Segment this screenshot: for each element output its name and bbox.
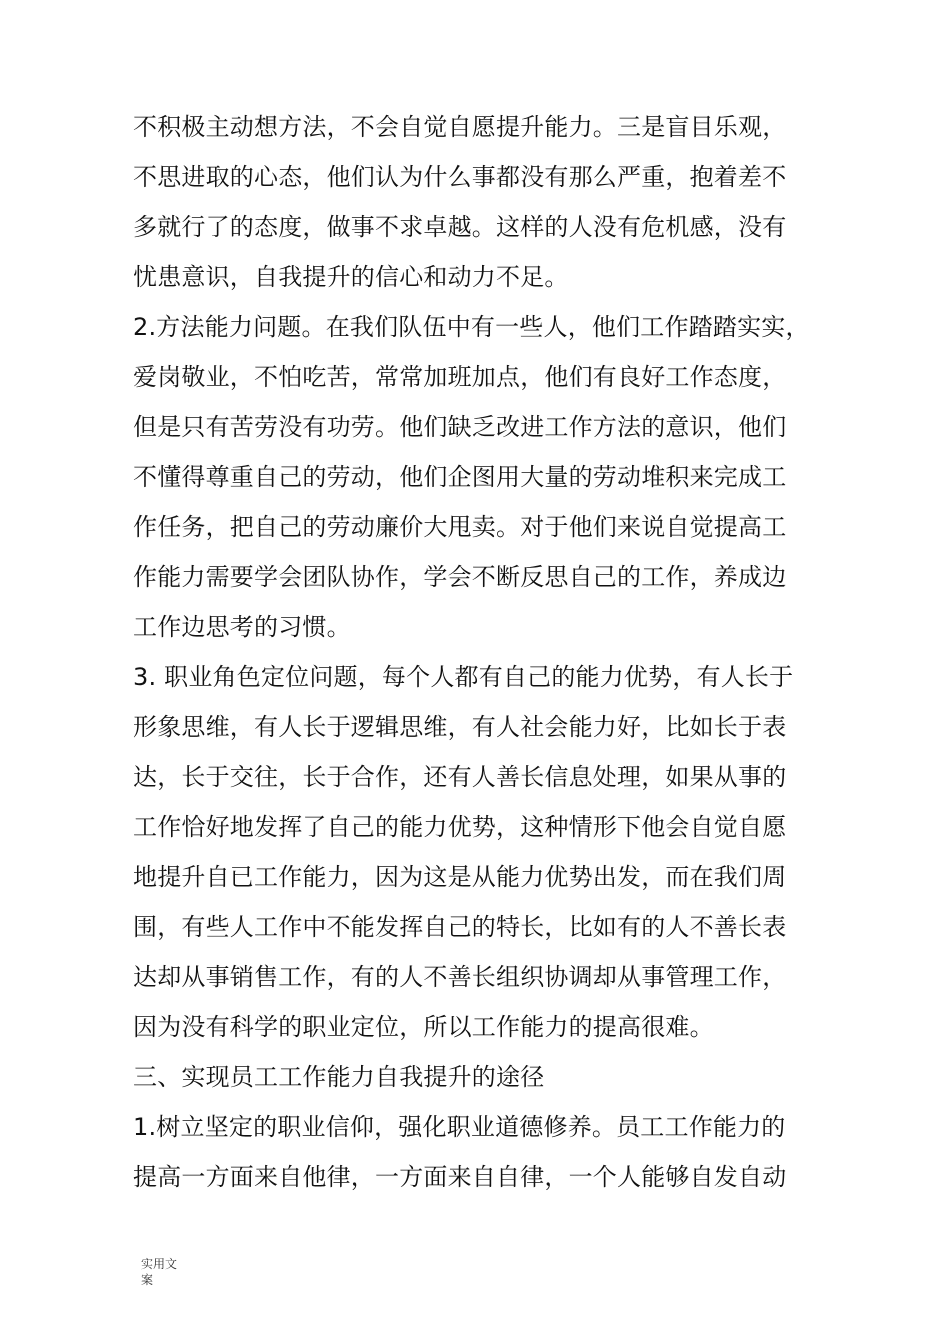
text-line: 忧患意识，自我提升的信心和动力不足。 xyxy=(133,263,569,291)
text-line: 作任务，把自己的劳动廉价大甩卖。对于他们来说自觉提高工 xyxy=(133,513,787,541)
footer-line: 实用文 xyxy=(141,1257,178,1271)
text-line: 地提升自已工作能力，因为这是从能力优势出发，而在我们周 xyxy=(133,863,787,891)
text-line: 提高一方面来自他律，一方面来自自律，一个人能够自发自动 xyxy=(133,1163,787,1191)
text-line: 不积极主动想方法，不会自觉自愿提升能力。三是盲目乐观， xyxy=(133,113,787,141)
text-line: 1.树立坚定的职业信仰，强化职业道德修养。员工工作能力的 xyxy=(133,1113,786,1141)
text-line: 作能力需要学会团队协作，学会不断反思自己的工作，养成边 xyxy=(133,563,787,591)
text-line: 达却从事销售工作，有的人不善长组织协调却从事管理工作， xyxy=(133,963,787,991)
text-line: 多就行了的态度，做事不求卓越。这样的人没有危机感，没有 xyxy=(133,213,787,241)
text-line: 因为没有科学的职业定位，所以工作能力的提高很难。 xyxy=(133,1013,714,1041)
text-line: 2.方法能力问题。在我们队伍中有一些人，他们工作踏踏实实， xyxy=(133,313,810,341)
text-line: 形象思维，有人长于逻辑思维，有人社会能力好，比如长于表 xyxy=(133,713,787,741)
section-heading: 三、实现员工工作能力自我提升的途径 xyxy=(133,1063,545,1091)
page-footer xyxy=(141,1256,201,1288)
text-line: 不懂得尊重自己的劳动，他们企图用大量的劳动堆积来完成工 xyxy=(133,463,787,491)
body-text xyxy=(133,102,843,1202)
text-line: 不思进取的心态，他们认为什么事都没有那么严重，抱着差不 xyxy=(133,163,787,191)
text-line: 但是只有苦劳没有功劳。他们缺乏改进工作方法的意识，他们 xyxy=(133,413,787,441)
text-line: 爱岗敬业，不怕吃苦，常常加班加点，他们有良好工作态度， xyxy=(133,363,787,391)
text-line: 工作边思考的习惯。 xyxy=(133,613,351,641)
footer-line: 案 xyxy=(141,1273,154,1287)
text-line: 3. 职业角色定位问题，每个人都有自己的能力优势，有人长于 xyxy=(133,663,794,691)
text-line: 工作恰好地发挥了自己的能力优势，这种情形下他会自觉自愿 xyxy=(133,813,787,841)
text-line: 达，长于交往，长于合作，还有人善长信息处理，如果从事的 xyxy=(133,763,787,791)
text-line: 围，有些人工作中不能发挥自己的特长，比如有的人不善长表 xyxy=(133,913,787,941)
